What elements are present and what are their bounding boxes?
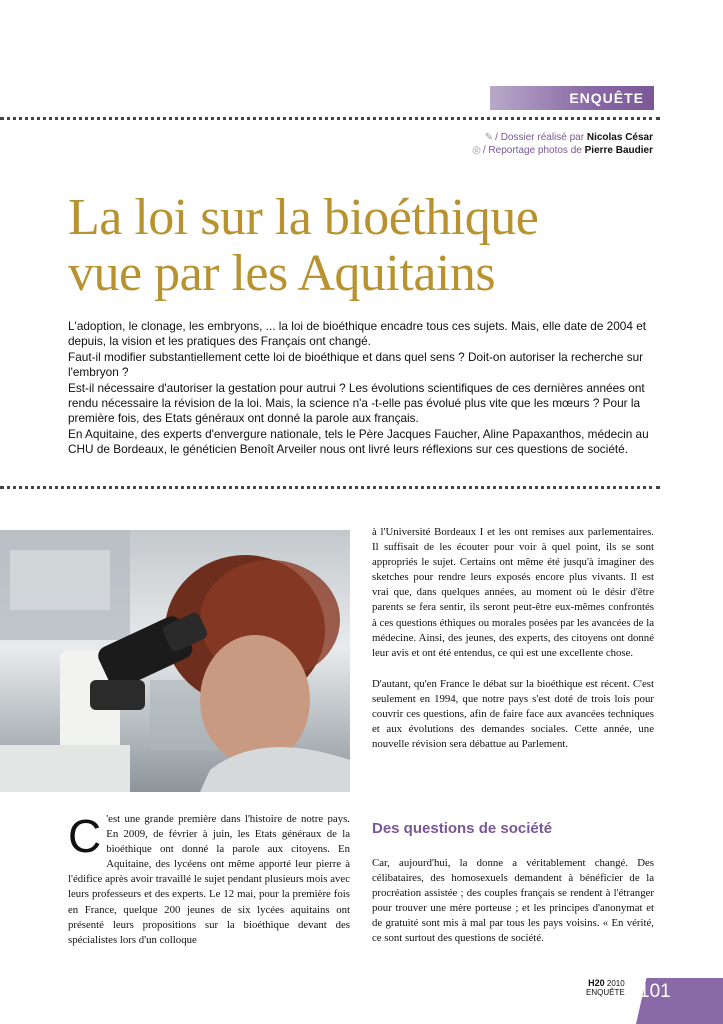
credit-dossier-name: Nicolas César xyxy=(586,132,653,143)
credit-photos xyxy=(472,144,653,157)
page-number: 101 xyxy=(639,981,671,1002)
lead-paragraph xyxy=(68,319,658,458)
title-line-2: vue par les Aquitains xyxy=(68,245,496,302)
title-line-1: La loi sur la bioéthique xyxy=(68,189,539,246)
pen-icon: ✎ xyxy=(484,132,494,143)
credit-photos-name: Pierre Baudier xyxy=(584,145,653,156)
footer-brand-name: H20 xyxy=(588,978,605,988)
body-paragraph: D'autant, qu'en France le débat sur la bioéthique est récent. C'est seulement en 1994, que notre pays s'est doté de trois lois pour couvrir ces questions, afin de faire face aux avancées techniques et aux évolutions des demandes sociales. Cette année, une nouvelle révision sera débattue au Parlement. xyxy=(372,677,654,751)
section-tag: ENQUÊTE xyxy=(490,86,654,110)
lead-line: Est-il nécessaire d'autoriser la gestation pour autrui ? Les évolutions scientifiques de ces dernières années ont rendu nécessaire la révision de la loi. Mais, la science n'a -t-elle pas évolué plus vite que les mœurs ? Pour la première fois, des Etats généraux ont donné la parole aux français. xyxy=(68,380,645,426)
body-column-left xyxy=(68,812,350,948)
credits xyxy=(472,131,653,157)
footer-brand xyxy=(586,979,625,997)
body-column-right xyxy=(372,525,654,768)
article-title xyxy=(68,190,538,302)
dotted-divider-top xyxy=(0,117,660,120)
body-column-right-2 xyxy=(372,856,654,963)
body-text-left: 'est une grande première dans l'histoire de notre pays. En 2009, de février à juin, les Etats généraux de la bioéthique ont donné la parole aux citoyens. En Aquitaine, des lycéens ont même apporté leur pierre à l'édifice après avoir travaillé le sujet pendant plusieurs mois avec leurs professeurs et des experts. Le 12 mai, pour la première fois en France, quelque 200 jeunes de six lycées aquitains ont présenté leurs propositions sur la bioéthique devant des spécialistes lors d'un colloque xyxy=(68,813,350,946)
lead-line: En Aquitaine, des experts d'envergure nationale, tels le Père Jacques Faucher, Aline Papaxanthos, médecin au CHU de Bordeaux, le généticien Benoît Arveiler nous ont livré leurs réflexions sur ces questions de société. xyxy=(68,426,649,457)
credit-dossier xyxy=(472,131,653,144)
camera-icon: ◎ xyxy=(472,145,481,156)
footer-section: ENQUÊTE xyxy=(586,988,625,997)
credit-photos-label: / Reportage photos de xyxy=(482,145,582,156)
lead-line: Faut-il modifier substantiellement cette loi de bioéthique et dans quel sens ? Doit-on autoriser la recherche sur l'embryon ? xyxy=(68,349,644,380)
dotted-divider-mid xyxy=(0,486,660,489)
credit-dossier-label: / Dossier réalisé par xyxy=(495,132,585,143)
lead-line: L'adoption, le clonage, les embryons, ... la loi de bioéthique encadre tous ces sujets. Mais, elle date de 2004 et depuis, la vision et les pratiques des Français ont changé. xyxy=(68,319,647,349)
microscope-photo-illustration xyxy=(0,530,350,792)
drop-cap: C xyxy=(68,810,102,862)
section-subheading: Des questions de société xyxy=(372,820,553,837)
microscope-photo xyxy=(0,530,350,792)
footer-year: 2010 xyxy=(606,979,625,988)
body-paragraph: à l'Université Bordeaux I et les ont remises aux parlementaires. Il suffisait de les écouter pour voir à quel point, ils se sont appropriés le sujet. Certains ont même été jusqu'à imaginer des sketches pour rendre leurs exposés encore plus vivants. Il est vrai que, dans quelques années, au moment où le désir d'être parents se fera sentir, ils seront peut-être eux-mêmes confrontés à ces questions éthiques ou morales posées par les avancées de la médecine. Ainsi, des jeunes, des experts, des citoyens ont donné leur avis et ont été entendus, ce qui est une excellente chose. xyxy=(372,526,654,659)
body-paragraph: Car, aujourd'hui, la donne a véritablement changé. Des célibataires, des homosexuels demandent à bénéficier de la procréation assistée ; des couples français se rendent à l'étranger pour trouver une mère porteuse ; et les principes d'anonymat et de gratuité sont mis à mal par tous les pays voisins. « En vérité, ce sont surtout des questions de société. xyxy=(372,857,654,945)
